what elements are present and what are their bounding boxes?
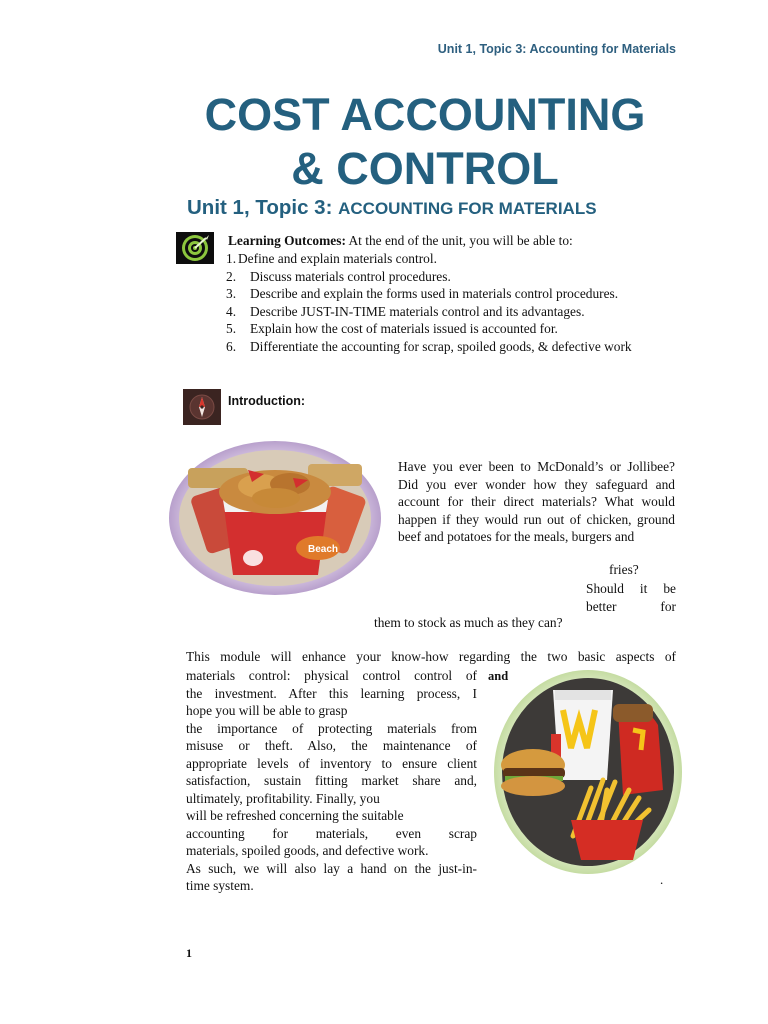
module-line: ultimately, profitability. Finally, you: [186, 790, 380, 806]
module-and-word: and: [488, 669, 509, 683]
learning-outcomes-label: Learning Outcomes:: [228, 233, 346, 248]
page-title: [130, 88, 720, 196]
subtitle-caps: ACCOUNTING FOR MATERIALS: [338, 199, 597, 218]
learning-outcomes-intro: [228, 232, 676, 250]
list-item-number: 4.: [226, 303, 237, 319]
page-subtitle: [187, 196, 597, 220]
list-item: [226, 268, 676, 286]
title-line-1: COST ACCOUNTING: [204, 89, 646, 140]
page-number: 1: [186, 946, 192, 960]
module-line: hope you will be able to grasp: [186, 703, 348, 718]
trailing-dot: .: [660, 872, 664, 887]
running-head: Unit 1, Topic 3: Accounting for Materials: [437, 42, 676, 56]
fried-chicken-bucket-image: [168, 440, 382, 596]
introduction-better: Should it be better for: [586, 581, 676, 614]
compass-icon: [183, 389, 221, 425]
module-line: time system.: [186, 878, 254, 893]
list-item: [226, 320, 676, 338]
module-line: materials control: physical control control of: [186, 668, 477, 683]
module-line: As such, we will also lay a hand on the just-in-: [186, 860, 477, 876]
module-line: materials, spoiled goods, and defective work.: [186, 843, 429, 858]
introduction-fries: fries?: [609, 562, 639, 577]
learning-outcomes-lead: At the end of the unit, you will be able to:: [345, 233, 573, 248]
list-item-text: Differentiate the accounting for scrap, spoiled goods, & defective work: [250, 338, 632, 354]
list-item: [226, 250, 676, 268]
list-item-text: Explain how the cost of materials issued is accounted for.: [250, 321, 558, 336]
module-first-line: This module will enhance your know-how regarding the two basic aspects of: [186, 649, 676, 664]
subtitle-prefix: Unit 1, Topic 3:: [187, 196, 339, 219]
list-item: [226, 338, 676, 356]
list-item-number: 5.: [226, 321, 237, 336]
module-line: accounting for materials, even scrap: [186, 825, 477, 841]
module-paragraph: [186, 667, 477, 895]
svg-text:Beach: Beach: [308, 544, 339, 555]
list-item-text: Describe JUST-IN-TIME materials control and its advantages.: [250, 303, 585, 319]
list-item-number: 1.: [226, 251, 237, 266]
list-item: [226, 303, 676, 321]
list-item-text: Define and explain materials control.: [238, 251, 437, 266]
introduction-stock: them to stock as much as they can?: [374, 615, 563, 630]
module-line: appropriate levels of inventory to ensure client: [186, 755, 477, 771]
module-line: satisfaction, sustain fitting market share and,: [186, 773, 477, 788]
list-item: [226, 285, 676, 303]
learning-outcomes-list: [226, 250, 676, 355]
introduction-paragraph: Have you ever been to McDonald’s or Jollibee? Did you ever wonder how they safeguard and account for their direct materials? What would happen if they would run out of chicken, ground beef and potatoes for the meals, burgers and: [398, 459, 675, 544]
list-item-number: 2.: [226, 268, 237, 284]
module-line: will be refreshed concerning the suitable: [186, 808, 404, 823]
target-icon: [176, 232, 214, 264]
module-line: the investment. After this learning process, I: [186, 685, 477, 701]
title-line-2: & CONTROL: [291, 143, 559, 194]
list-item-text: Discuss materials control procedures.: [250, 268, 451, 284]
introduction-label: Introduction:: [228, 394, 306, 408]
list-item-number: 6.: [226, 338, 237, 354]
burger-fries-drink-image: [493, 670, 683, 875]
module-line: the importance of protecting materials from: [186, 720, 477, 736]
list-item-text: Describe and explain the forms used in materials control procedures.: [250, 286, 619, 301]
module-line: misuse or theft. Also, the maintenance of: [186, 738, 477, 753]
list-item-number: 3.: [226, 286, 237, 301]
